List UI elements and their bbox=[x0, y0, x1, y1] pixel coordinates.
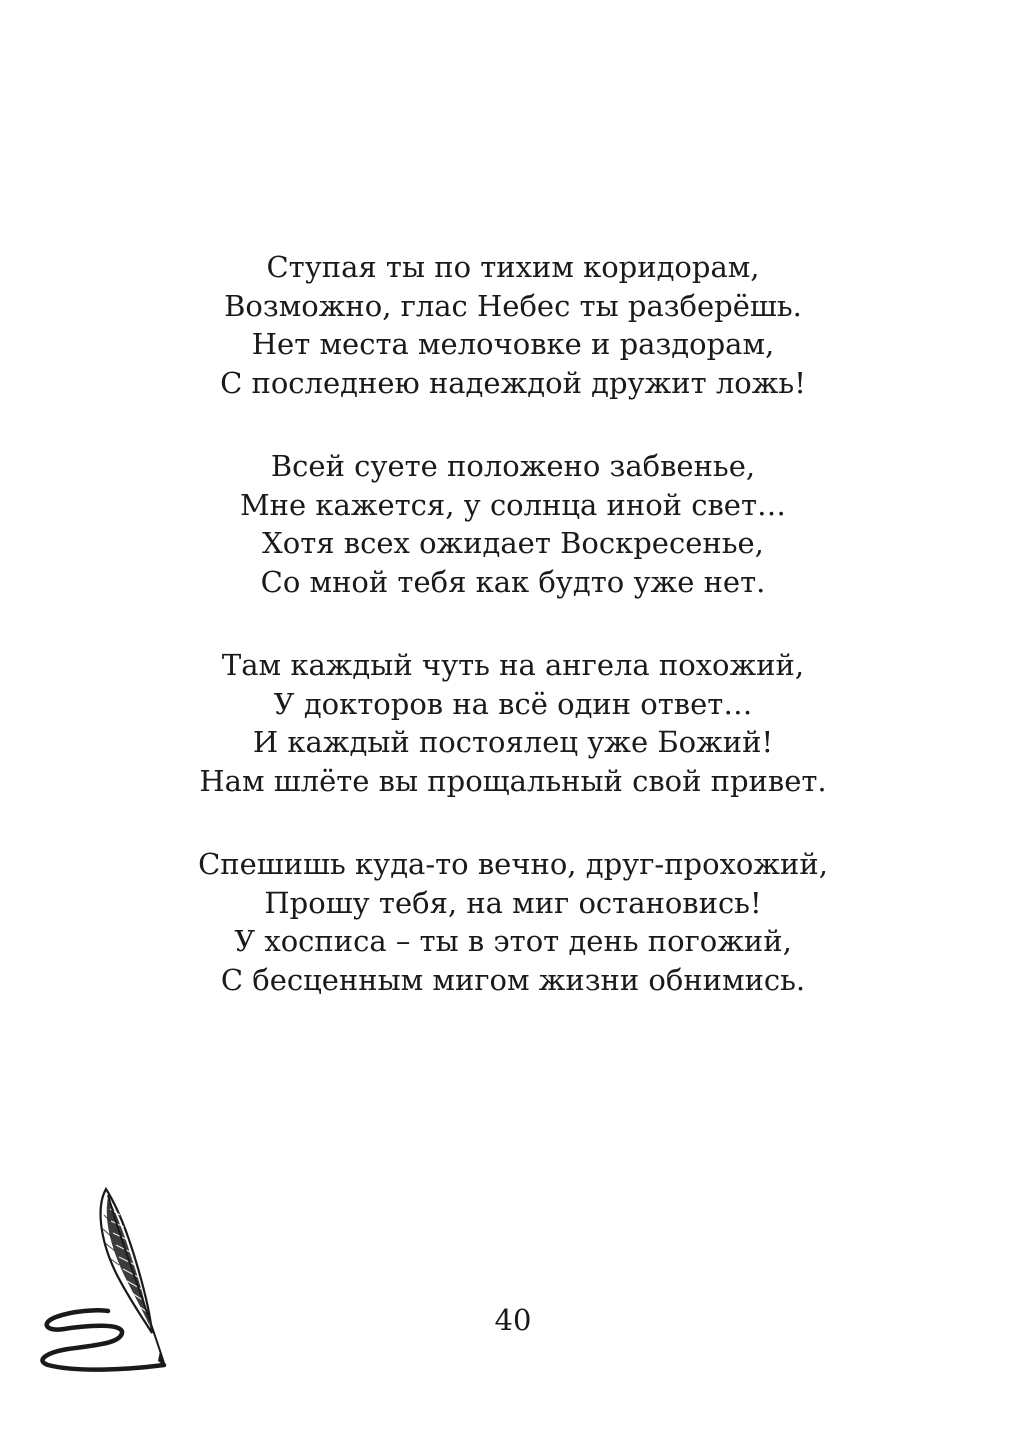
stanza-4 bbox=[0, 845, 1026, 999]
quill-pen-icon bbox=[38, 1185, 173, 1380]
poem bbox=[0, 248, 1026, 1044]
poem-line: С бесценным мигом жизни обнимись. bbox=[220, 962, 806, 997]
poem-line: Прошу тебя, на миг остановись! bbox=[264, 885, 762, 920]
stanza-2 bbox=[0, 447, 1026, 601]
poem-line: Всей суете положено забвенье, bbox=[270, 449, 756, 483]
stanza-1 bbox=[0, 248, 1026, 402]
poem-line: И каждый постоялец уже Божий! bbox=[252, 725, 774, 759]
poem-line: У хосписа – ты в этот день погожий, bbox=[234, 924, 792, 958]
poem-line: Нет места мелочовке и раздорам, bbox=[251, 327, 775, 361]
poem-line: Нам шлёте вы прощальный свой привет. bbox=[199, 763, 827, 798]
poem-line: С последнею надеждой дружит ложь! bbox=[220, 365, 806, 400]
stanza-3 bbox=[0, 646, 1026, 800]
poem-line: Мне кажется, у солнца иной свет… bbox=[239, 487, 786, 522]
poem-line: Со мной тебя как будто уже нет. bbox=[260, 564, 766, 599]
poem-line: Спешишь куда-то вечно, друг-прохожий, bbox=[198, 847, 828, 881]
poem-line: Хотя всех ожидает Воскресенье, bbox=[262, 526, 764, 560]
poem-line: Возможно, глас Небес ты разберёшь. bbox=[224, 288, 802, 323]
poem-line: Там каждый чуть на ангела похожий, bbox=[221, 648, 805, 682]
poem-line: У докторов на всё один ответ… bbox=[273, 686, 753, 721]
page-number: 40 bbox=[494, 1303, 532, 1337]
poem-line: Ступая ты по тихим коридорам, bbox=[266, 250, 760, 284]
